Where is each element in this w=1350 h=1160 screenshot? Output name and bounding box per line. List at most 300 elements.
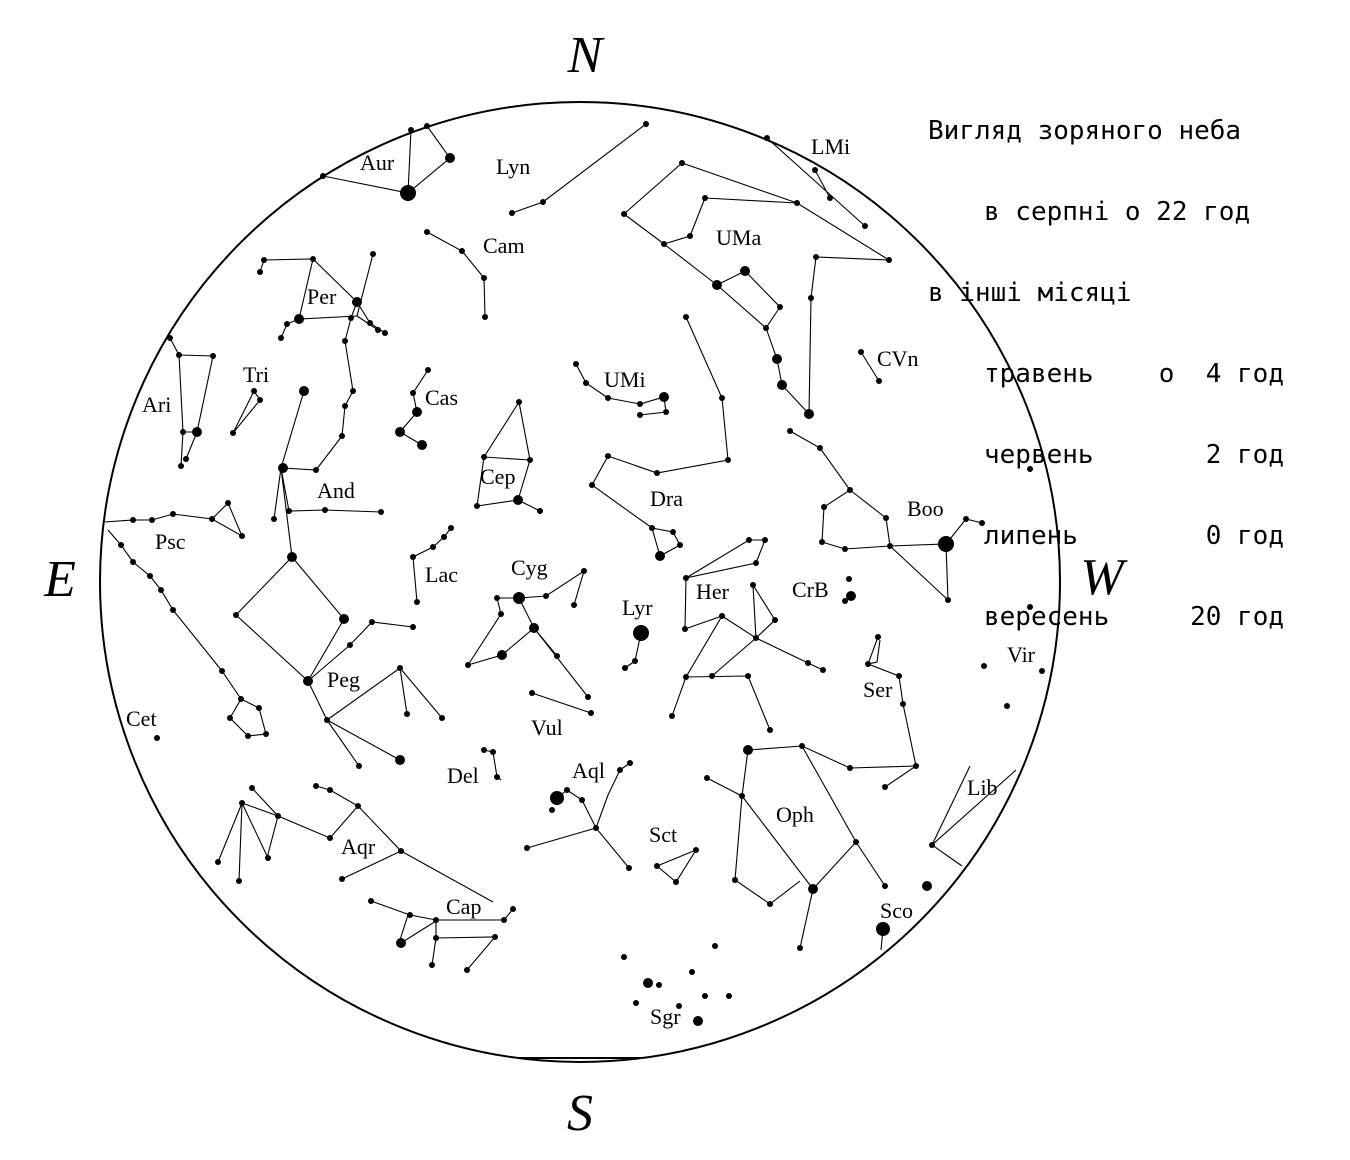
star [683, 314, 689, 320]
star [459, 248, 465, 254]
star [739, 793, 745, 799]
star [913, 763, 919, 769]
peg-line [327, 720, 400, 760]
star [726, 993, 732, 999]
cep-line [484, 457, 530, 460]
star [424, 229, 430, 235]
month-time: о 4 год [1158, 359, 1284, 389]
west-label: W [1080, 549, 1124, 606]
constellation-label-del: Del [447, 763, 479, 788]
star [375, 327, 381, 333]
star [149, 517, 155, 523]
star [643, 978, 653, 988]
ser-line [868, 637, 880, 664]
star [313, 783, 319, 789]
star [853, 839, 859, 845]
star [249, 785, 255, 791]
star [395, 427, 405, 437]
star [654, 863, 660, 869]
star [543, 593, 549, 599]
star [180, 429, 186, 435]
star [882, 784, 888, 790]
her-line [686, 676, 770, 730]
star [494, 595, 500, 601]
constellation-label-psc: Psc [155, 529, 186, 554]
star [777, 380, 787, 390]
star [367, 320, 373, 326]
constellation-label-ari: Ari [142, 392, 172, 417]
star [284, 321, 290, 327]
star [687, 233, 693, 239]
star [579, 797, 585, 803]
star [417, 440, 427, 450]
stars [118, 121, 1045, 1026]
star [1004, 703, 1010, 709]
star [527, 457, 533, 463]
star [633, 1000, 639, 1006]
vul-line [532, 693, 591, 713]
star [313, 467, 319, 473]
star [397, 665, 403, 671]
star [497, 650, 507, 660]
star [702, 195, 708, 201]
star [887, 543, 893, 549]
east-label: E [44, 551, 76, 608]
star [342, 403, 348, 409]
star [799, 743, 805, 749]
cam-line [427, 232, 485, 317]
lib-line [932, 766, 970, 845]
star [673, 879, 679, 885]
star [804, 409, 814, 419]
constellation-label-cam: Cam [483, 233, 525, 258]
star [170, 511, 176, 517]
peg-line [308, 622, 413, 681]
star [230, 430, 236, 436]
constellation-label-tri: Tri [243, 362, 270, 387]
star [513, 495, 523, 505]
star [524, 845, 530, 851]
constellation-label-aql: Aql [572, 758, 605, 783]
star [820, 667, 826, 673]
star [617, 767, 623, 773]
star [481, 275, 487, 281]
north-label: N [567, 27, 603, 84]
cap-line [436, 937, 495, 970]
star [819, 539, 825, 545]
star [501, 917, 507, 923]
star [378, 509, 384, 515]
star [410, 554, 416, 560]
star [588, 710, 594, 716]
star [192, 427, 202, 437]
star [663, 409, 669, 415]
constellation-label-peg: Peg [327, 667, 360, 692]
horizon-circle [100, 102, 1060, 1062]
star [433, 917, 439, 923]
star [178, 463, 184, 469]
cyg-line [519, 598, 588, 697]
constellation-label-lac: Lac [425, 562, 458, 587]
star [286, 508, 292, 514]
star [554, 653, 560, 659]
star [209, 516, 215, 522]
star [712, 943, 718, 949]
star [1039, 668, 1045, 674]
star [929, 842, 935, 848]
star [637, 412, 643, 418]
star [656, 982, 662, 988]
star [407, 912, 413, 918]
star [767, 727, 773, 733]
star [743, 745, 753, 755]
star [812, 167, 818, 173]
star [494, 774, 500, 780]
star [414, 599, 420, 605]
tri-line [233, 391, 260, 433]
star [746, 537, 752, 543]
constellation-label-cap: Cap [446, 894, 482, 919]
ari-line [179, 355, 197, 432]
star [649, 525, 655, 531]
star [693, 847, 699, 853]
star [339, 614, 349, 624]
month-name: вересень [984, 602, 1110, 632]
star [764, 135, 770, 141]
constellation-lines [105, 124, 1016, 970]
star [847, 487, 853, 493]
info-title: Вигляд зоряного неба [928, 116, 1242, 146]
star [398, 848, 404, 854]
star [513, 592, 525, 604]
star [537, 508, 543, 514]
star [498, 611, 504, 617]
star [827, 195, 833, 201]
constellation-label-sct: Sct [649, 822, 678, 847]
star [883, 515, 889, 521]
star [299, 386, 309, 396]
star [772, 617, 778, 623]
star [740, 266, 750, 276]
constellation-label-ser: Ser [863, 677, 893, 702]
star [585, 694, 591, 700]
star [875, 634, 881, 640]
star [263, 731, 269, 737]
constellation-label-cyg: Cyg [511, 555, 548, 580]
constellation-label-umi: UMi [604, 367, 646, 392]
star [327, 835, 333, 841]
constellation-label-and: And [317, 478, 355, 503]
star [256, 705, 262, 711]
per-line [283, 302, 357, 470]
uma-line [717, 271, 809, 414]
aur-line [408, 130, 411, 193]
star [410, 390, 416, 396]
constellation-label-sgr: Sgr [650, 1004, 681, 1029]
star [339, 433, 345, 439]
month-time: 2 год [1205, 440, 1284, 470]
oph-line [800, 889, 813, 948]
info-panel [928, 64, 1284, 658]
star [425, 367, 431, 373]
star [605, 453, 611, 459]
star [492, 934, 498, 940]
month-time: 0 год [1205, 521, 1284, 551]
star [474, 503, 480, 509]
star [862, 223, 868, 229]
star [147, 573, 153, 579]
star [540, 199, 546, 205]
lyn-line [512, 124, 646, 213]
star [808, 295, 814, 301]
star [632, 658, 638, 664]
star [643, 121, 649, 127]
constellation-label-lib: Lib [967, 775, 998, 800]
star [464, 967, 470, 973]
star [183, 456, 189, 462]
star [348, 315, 354, 321]
star [310, 256, 316, 262]
star [176, 352, 182, 358]
star [605, 395, 611, 401]
constellation-label-lmi: LMi [811, 134, 851, 159]
star [750, 582, 756, 588]
star [430, 544, 436, 550]
star [702, 993, 708, 999]
star [858, 349, 864, 355]
star [355, 803, 361, 809]
cyg-line [534, 628, 557, 656]
constellation-label-cas: Cas [425, 385, 458, 410]
star [395, 755, 405, 765]
star [251, 388, 257, 394]
constellation-label-lyn: Lyn [496, 154, 531, 179]
constellation-label-sco: Sco [880, 898, 913, 923]
star [404, 711, 410, 717]
star [683, 575, 689, 581]
star [215, 859, 221, 865]
star [350, 388, 356, 394]
star [433, 935, 439, 941]
star [356, 763, 362, 769]
star [225, 500, 231, 506]
star [441, 534, 447, 540]
aqr-line [218, 803, 268, 881]
star [236, 878, 242, 884]
star [261, 257, 267, 263]
star [170, 607, 176, 613]
star [633, 625, 649, 641]
star [669, 713, 675, 719]
star [408, 127, 414, 133]
star [842, 546, 848, 552]
star [396, 938, 406, 948]
month-row [928, 361, 1284, 388]
star [370, 251, 376, 257]
constellation-label-vul: Vul [531, 715, 563, 740]
star [118, 542, 124, 548]
star [481, 747, 487, 753]
constellation-label-uma: UMa [716, 225, 762, 250]
star [154, 735, 160, 741]
cyg-line [468, 598, 519, 665]
star [842, 598, 848, 604]
star [509, 210, 515, 216]
info-other-months-label: в інші місяці [928, 278, 1132, 308]
uma-line [624, 198, 705, 244]
constellation-label-crb: CrB [792, 577, 829, 602]
star [683, 674, 689, 680]
constellation-label-boo: Boo [907, 496, 944, 521]
star [158, 587, 164, 593]
star [593, 825, 599, 831]
month-name: липень [984, 521, 1078, 551]
star [865, 661, 871, 667]
star [322, 507, 328, 513]
star [490, 749, 496, 755]
star [564, 787, 570, 793]
star [704, 775, 710, 781]
star [412, 407, 422, 417]
star [238, 696, 244, 702]
star [670, 529, 676, 535]
star [573, 361, 579, 367]
star [294, 314, 304, 324]
star [797, 945, 803, 951]
star [808, 884, 818, 894]
star [481, 454, 487, 460]
star [245, 733, 251, 739]
star [257, 269, 263, 275]
star [896, 673, 902, 679]
star [465, 662, 471, 668]
star [732, 877, 738, 883]
star [339, 876, 345, 882]
star [622, 665, 628, 671]
star [219, 668, 225, 674]
star [239, 533, 245, 539]
star [709, 673, 715, 679]
star [516, 399, 522, 405]
star [382, 330, 388, 336]
constellation-label-oph: Oph [776, 802, 814, 827]
and-line [274, 391, 304, 519]
star [410, 624, 416, 630]
constellation-label-her: Her [696, 579, 729, 604]
star [429, 962, 435, 968]
star [342, 338, 348, 344]
her-line [722, 616, 756, 638]
star [753, 560, 759, 566]
peg-line [327, 720, 359, 766]
star [637, 401, 643, 407]
star [654, 470, 660, 476]
star [621, 211, 627, 217]
star [846, 576, 852, 582]
star [882, 883, 888, 889]
star [719, 395, 725, 401]
south-label: S [567, 1085, 593, 1142]
star [679, 160, 685, 166]
star [813, 254, 819, 260]
star [581, 568, 587, 574]
star [981, 663, 987, 669]
star [510, 906, 516, 912]
constellation-label-dra: Dra [650, 486, 683, 511]
month-row [928, 442, 1284, 469]
constellation-label-vir: Vir [1007, 642, 1036, 667]
star [712, 280, 722, 290]
star [847, 765, 853, 771]
star [876, 922, 890, 936]
star [719, 613, 725, 619]
star [257, 397, 263, 403]
star [424, 123, 430, 129]
constellation-label-cep: Cep [480, 464, 516, 489]
star [445, 153, 455, 163]
star [324, 717, 330, 723]
star [448, 525, 454, 531]
star [677, 542, 683, 548]
constellation-label-aur: Aur [360, 150, 395, 175]
star [265, 855, 271, 861]
star [626, 865, 632, 871]
constellation-label-cvn: CVn [877, 346, 919, 371]
star [529, 623, 539, 633]
star [777, 304, 783, 310]
star [571, 602, 577, 608]
star [725, 457, 731, 463]
constellation-label-per: Per [307, 284, 337, 309]
star [787, 428, 793, 434]
star [239, 800, 245, 806]
month-time: 20 год [1190, 602, 1284, 632]
star [287, 552, 297, 562]
star [320, 173, 326, 179]
constellation-label-cet: Cet [126, 706, 157, 731]
aqr-line [242, 803, 278, 858]
peg-line [236, 557, 344, 681]
star [794, 200, 800, 206]
month-row [928, 523, 1284, 550]
info-subtitle: в серпні о 22 год [984, 197, 1251, 227]
star [227, 715, 233, 721]
star [352, 297, 362, 307]
star [922, 881, 932, 891]
star [876, 378, 882, 384]
star [682, 626, 688, 632]
star [655, 551, 665, 561]
star [327, 787, 333, 793]
star [805, 660, 811, 666]
cap-line [371, 901, 513, 920]
star [303, 676, 313, 686]
star [482, 314, 488, 320]
star [661, 241, 667, 247]
dra-line [592, 317, 728, 556]
star [233, 612, 239, 618]
star [583, 380, 589, 386]
star [549, 807, 555, 813]
star [271, 516, 277, 522]
star [693, 1016, 703, 1026]
star [767, 901, 773, 907]
star [278, 335, 284, 341]
star [886, 257, 892, 263]
star [689, 969, 695, 975]
star [745, 673, 751, 679]
star [439, 715, 445, 721]
